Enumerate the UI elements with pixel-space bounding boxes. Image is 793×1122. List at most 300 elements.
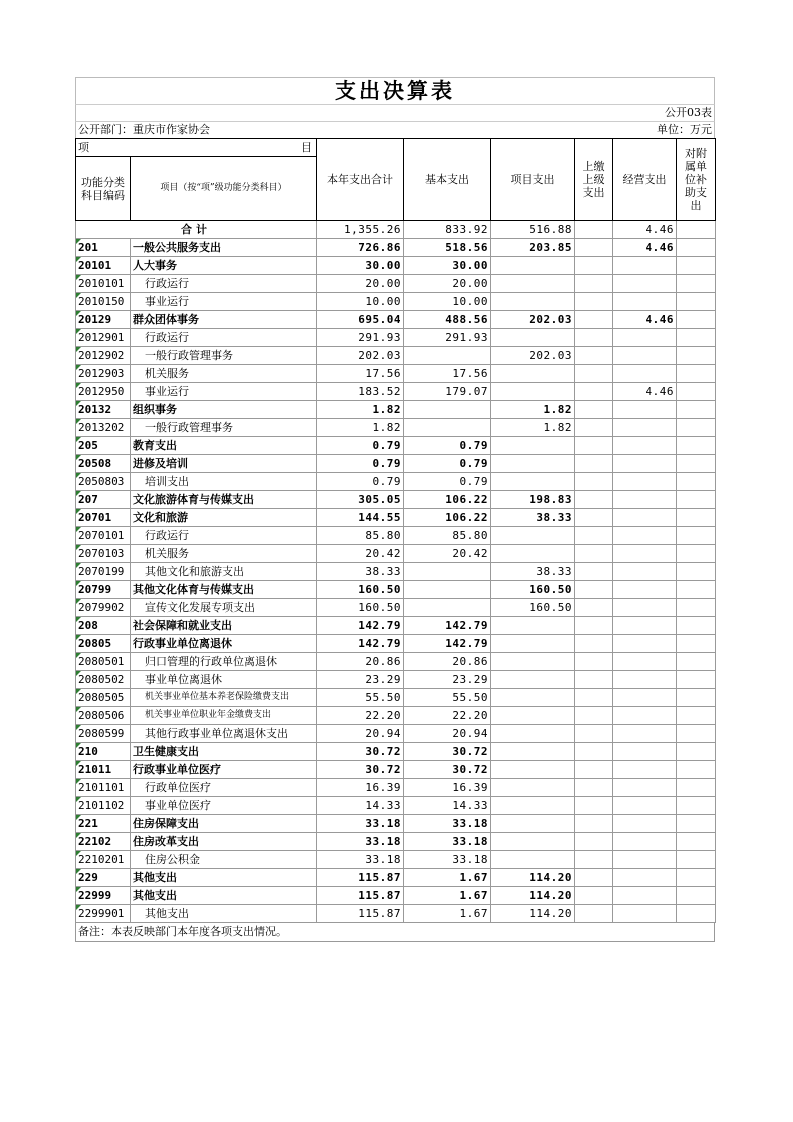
row-basic: 291.93 [404,329,491,347]
row-subsidy [677,617,716,635]
row-subsidy [677,635,716,653]
total-label: 合计 [76,221,317,239]
row-upper [575,653,613,671]
row-basic: 20.42 [404,545,491,563]
row-total: 0.79 [317,473,404,491]
row-upper [575,797,613,815]
row-operating [613,707,677,725]
row-upper [575,563,613,581]
header-project [76,139,317,157]
row-project: 114.20 [491,869,575,887]
row-total: 85.80 [317,527,404,545]
row-name: 行政单位医疗 [131,779,317,797]
table-row [76,509,716,527]
row-upper [575,239,613,257]
row-operating [613,905,677,923]
table-row [76,419,716,437]
table-row [76,797,716,815]
row-project [491,545,575,563]
row-operating [613,473,677,491]
row-operating [613,365,677,383]
row-operating [613,419,677,437]
row-basic [404,599,491,617]
row-operating [613,887,677,905]
row-upper [575,707,613,725]
row-total: 30.00 [317,257,404,275]
row-code: 20129 [76,311,131,329]
row-code: 2012903 [76,365,131,383]
row-upper [575,581,613,599]
row-code: 2299901 [76,905,131,923]
row-project [491,851,575,869]
table-row [76,275,716,293]
table-row [76,491,716,509]
row-subsidy [677,743,716,761]
row-total: 0.79 [317,437,404,455]
table-header [76,139,716,221]
row-name: 机关事业单位职业年金缴费支出 [131,707,317,725]
row-code: 221 [76,815,131,833]
row-total: 160.50 [317,581,404,599]
row-name: 其他行政事业单位离退休支出 [131,725,317,743]
row-code: 2080599 [76,725,131,743]
table-row [76,887,716,905]
row-project: 160.50 [491,581,575,599]
row-operating [613,653,677,671]
row-name: 住房保障支出 [131,815,317,833]
table-row [76,725,716,743]
row-code: 20701 [76,509,131,527]
row-subsidy [677,293,716,311]
row-subsidy [677,239,716,257]
row-name: 其他支出 [131,869,317,887]
row-total: 202.03 [317,347,404,365]
row-project: 38.33 [491,509,575,527]
row-code: 20799 [76,581,131,599]
footnote: 备注：本表反映部门本年度各项支出情况。 [75,923,715,942]
header-total: 本年支出合计 [317,139,404,221]
row-operating [613,527,677,545]
row-subsidy [677,275,716,293]
row-upper [575,509,613,527]
table-row [76,239,716,257]
row-total: 23.29 [317,671,404,689]
row-basic: 33.18 [404,851,491,869]
row-total: 1.82 [317,401,404,419]
table-row [76,689,716,707]
row-operating [613,815,677,833]
row-total: 10.00 [317,293,404,311]
row-subsidy [677,419,716,437]
table-row [76,671,716,689]
row-project [491,635,575,653]
row-subsidy [677,887,716,905]
row-basic: 30.72 [404,743,491,761]
total-upper [575,221,613,239]
row-upper [575,617,613,635]
row-operating [613,347,677,365]
row-subsidy [677,509,716,527]
row-basic: 142.79 [404,635,491,653]
row-code: 2101102 [76,797,131,815]
row-basic: 30.72 [404,761,491,779]
row-basic: 20.94 [404,725,491,743]
table-row [76,311,716,329]
total-project: 516.88 [491,221,575,239]
row-basic: 55.50 [404,689,491,707]
unit-label: 单位：万元 [657,123,712,136]
row-name: 行政事业单位离退休 [131,635,317,653]
row-name: 事业单位医疗 [131,797,317,815]
row-code: 20132 [76,401,131,419]
row-basic: 20.86 [404,653,491,671]
row-project [491,257,575,275]
row-code: 2012950 [76,383,131,401]
row-project: 114.20 [491,887,575,905]
row-operating [613,869,677,887]
row-total: 291.93 [317,329,404,347]
row-subsidy [677,491,716,509]
row-project [491,329,575,347]
row-basic: 1.67 [404,905,491,923]
row-subsidy [677,545,716,563]
row-project [491,725,575,743]
row-project [491,437,575,455]
row-basic: 33.18 [404,833,491,851]
row-code: 2080506 [76,707,131,725]
row-basic [404,563,491,581]
row-subsidy [677,779,716,797]
row-name: 住房改革支出 [131,833,317,851]
row-project: 202.03 [491,311,575,329]
row-total: 22.20 [317,707,404,725]
row-upper [575,401,613,419]
table-row [76,779,716,797]
row-code: 22102 [76,833,131,851]
table-row [76,329,716,347]
row-code: 2070103 [76,545,131,563]
table-row [76,869,716,887]
total-basic: 833.92 [404,221,491,239]
row-upper [575,689,613,707]
row-operating [613,293,677,311]
row-upper [575,437,613,455]
row-total: 20.00 [317,275,404,293]
row-name: 群众团体事务 [131,311,317,329]
table-row [76,473,716,491]
row-basic: 16.39 [404,779,491,797]
row-name: 培训支出 [131,473,317,491]
row-upper [575,419,613,437]
row-project [491,761,575,779]
table-row [76,743,716,761]
total-row [76,221,716,239]
row-total: 20.42 [317,545,404,563]
row-upper [575,779,613,797]
table-row [76,293,716,311]
row-project [491,473,575,491]
table-row [76,905,716,923]
row-basic: 488.56 [404,311,491,329]
row-project: 38.33 [491,563,575,581]
row-project [491,383,575,401]
row-subsidy [677,581,716,599]
row-name: 一般行政管理事务 [131,347,317,365]
row-total: 115.87 [317,887,404,905]
row-basic [404,419,491,437]
row-operating [613,725,677,743]
row-subsidy [677,257,716,275]
row-subsidy [677,833,716,851]
header-subsidy: 对附属单位补助支出 [677,139,716,221]
table-row [76,401,716,419]
row-code: 20508 [76,455,131,473]
row-code: 2012902 [76,347,131,365]
row-upper [575,599,613,617]
row-project [491,671,575,689]
row-name: 社会保障和就业支出 [131,617,317,635]
row-operating [613,689,677,707]
table-row [76,437,716,455]
expenditure-sheet [75,77,715,942]
row-upper [575,455,613,473]
row-total: 33.18 [317,815,404,833]
row-subsidy [677,851,716,869]
table-row [76,635,716,653]
row-subsidy [677,455,716,473]
row-code: 2070101 [76,527,131,545]
row-operating [613,491,677,509]
row-project [491,365,575,383]
row-name: 组织事务 [131,401,317,419]
row-upper [575,725,613,743]
row-code: 20101 [76,257,131,275]
row-project [491,275,575,293]
row-project: 1.82 [491,419,575,437]
row-basic: 17.56 [404,365,491,383]
row-name: 行政事业单位医疗 [131,761,317,779]
row-project [491,293,575,311]
row-total: 305.05 [317,491,404,509]
row-code: 21011 [76,761,131,779]
row-subsidy [677,311,716,329]
row-name: 事业运行 [131,293,317,311]
row-total: 16.39 [317,779,404,797]
row-subsidy [677,689,716,707]
row-name: 机关服务 [131,365,317,383]
row-upper [575,545,613,563]
row-upper [575,365,613,383]
row-upper [575,473,613,491]
table-row [76,653,716,671]
row-code: 2050803 [76,473,131,491]
row-basic: 518.56 [404,239,491,257]
row-code: 2070199 [76,563,131,581]
table-row [76,599,716,617]
row-name: 一般行政管理事务 [131,419,317,437]
row-operating: 4.46 [613,383,677,401]
row-code: 2080505 [76,689,131,707]
table-row [76,527,716,545]
row-operating [613,509,677,527]
row-code: 2080501 [76,653,131,671]
row-name: 其他文化和旅游支出 [131,563,317,581]
row-basic: 179.07 [404,383,491,401]
header-func-name: 项目（按“项”级功能分类科目） [131,157,317,221]
row-code: 208 [76,617,131,635]
row-subsidy [677,473,716,491]
row-total: 33.18 [317,851,404,869]
row-basic: 0.79 [404,437,491,455]
row-name: 事业单位离退休 [131,671,317,689]
row-total: 0.79 [317,455,404,473]
row-subsidy [677,365,716,383]
row-code: 2013202 [76,419,131,437]
row-upper [575,743,613,761]
row-project [491,833,575,851]
row-upper [575,329,613,347]
row-project: 1.82 [491,401,575,419]
row-total: 33.18 [317,833,404,851]
table-row [76,815,716,833]
row-name: 住房公积金 [131,851,317,869]
header-upper: 上缴上级支出 [575,139,613,221]
row-project: 198.83 [491,491,575,509]
row-subsidy [677,329,716,347]
row-upper [575,311,613,329]
row-project [491,653,575,671]
row-upper [575,869,613,887]
row-project [491,743,575,761]
row-upper [575,257,613,275]
row-upper [575,815,613,833]
table-row [76,563,716,581]
row-project: 160.50 [491,599,575,617]
row-basic: 14.33 [404,797,491,815]
row-subsidy [677,707,716,725]
row-name: 行政运行 [131,275,317,293]
row-name: 事业运行 [131,383,317,401]
row-name: 一般公共服务支出 [131,239,317,257]
row-upper [575,833,613,851]
row-name: 文化和旅游 [131,509,317,527]
row-total: 30.72 [317,761,404,779]
row-name: 其他支出 [131,887,317,905]
row-upper [575,347,613,365]
row-subsidy [677,563,716,581]
total-operating: 4.46 [613,221,677,239]
row-name: 人大事务 [131,257,317,275]
row-project [491,617,575,635]
row-basic: 30.00 [404,257,491,275]
form-number: 公开03表 [665,106,712,119]
row-total: 55.50 [317,689,404,707]
row-basic: 20.00 [404,275,491,293]
row-total: 142.79 [317,635,404,653]
row-total: 1.82 [317,419,404,437]
row-total: 38.33 [317,563,404,581]
row-project [491,527,575,545]
table-row [76,257,716,275]
row-code: 2079902 [76,599,131,617]
row-name: 行政运行 [131,527,317,545]
department-strip [75,121,715,138]
row-total: 160.50 [317,599,404,617]
row-operating: 4.46 [613,239,677,257]
row-code: 210 [76,743,131,761]
row-basic: 1.67 [404,887,491,905]
row-subsidy [677,653,716,671]
row-subsidy [677,527,716,545]
row-operating [613,275,677,293]
row-upper [575,293,613,311]
row-upper [575,761,613,779]
table-row [76,833,716,851]
form-number-strip [75,104,715,121]
row-subsidy [677,761,716,779]
row-total: 20.86 [317,653,404,671]
row-project [491,779,575,797]
row-operating: 4.46 [613,311,677,329]
row-upper [575,905,613,923]
table-row [76,455,716,473]
row-basic [404,401,491,419]
header-project-expense: 项目支出 [491,139,575,221]
row-basic [404,581,491,599]
row-subsidy [677,815,716,833]
header-func-code: 功能分类科目编码 [76,157,131,221]
page-title: 支出决算表 [75,77,715,104]
row-total: 30.72 [317,743,404,761]
row-basic: 106.22 [404,491,491,509]
row-code: 20805 [76,635,131,653]
row-upper [575,383,613,401]
row-basic: 1.67 [404,869,491,887]
row-total: 20.94 [317,725,404,743]
row-total: 115.87 [317,905,404,923]
row-upper [575,491,613,509]
row-basic: 10.00 [404,293,491,311]
row-name: 其他支出 [131,905,317,923]
row-operating [613,437,677,455]
row-total: 115.87 [317,869,404,887]
row-operating [613,797,677,815]
row-name: 宣传文化发展专项支出 [131,599,317,617]
row-operating [613,329,677,347]
row-operating [613,833,677,851]
row-subsidy [677,347,716,365]
row-name: 文化旅游体育与传媒支出 [131,491,317,509]
total-total: 1,355.26 [317,221,404,239]
row-operating [613,581,677,599]
row-total: 183.52 [317,383,404,401]
row-code: 2010150 [76,293,131,311]
row-subsidy [677,383,716,401]
row-project [491,815,575,833]
row-subsidy [677,437,716,455]
row-project [491,707,575,725]
row-basic: 23.29 [404,671,491,689]
row-upper [575,275,613,293]
row-upper [575,671,613,689]
row-basic: 33.18 [404,815,491,833]
row-operating [613,545,677,563]
row-project [491,797,575,815]
table-row [76,851,716,869]
row-total: 695.04 [317,311,404,329]
row-project: 203.85 [491,239,575,257]
row-basic: 0.79 [404,455,491,473]
